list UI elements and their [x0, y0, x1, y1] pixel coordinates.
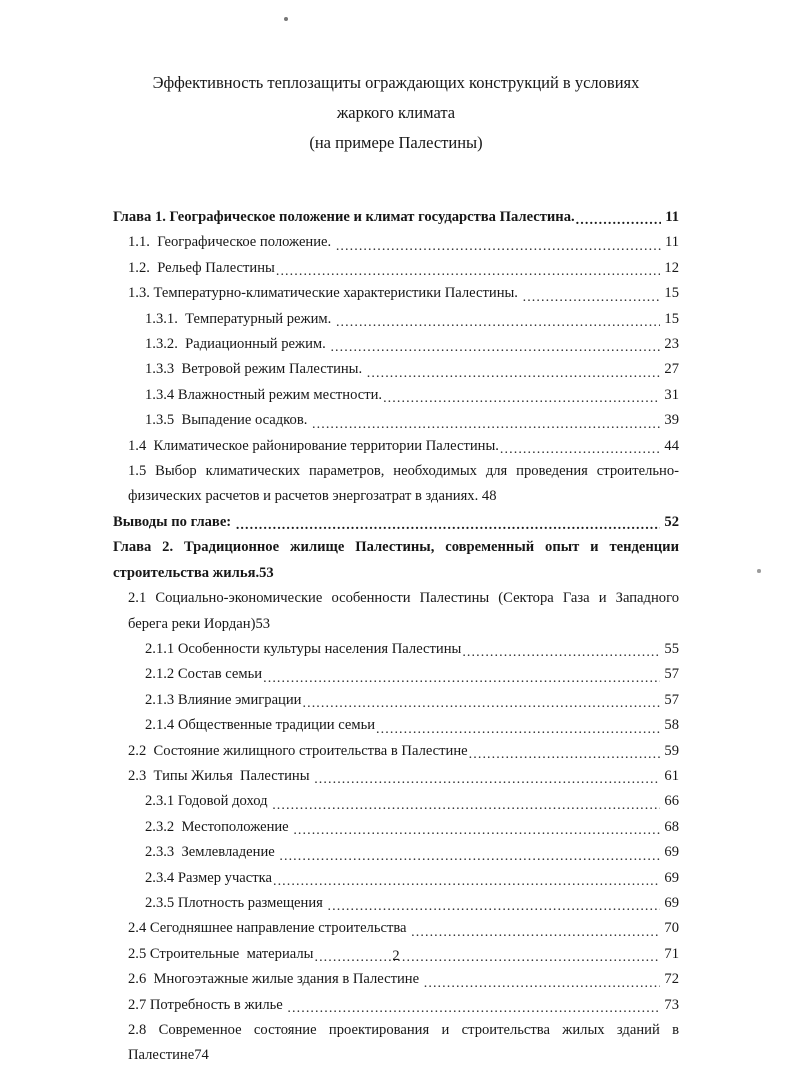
- toc-entry-page: 55: [664, 640, 679, 657]
- toc-entry-page: 71: [664, 945, 679, 962]
- toc-leader-dots: [576, 214, 662, 228]
- toc-entry-label: 2.3 Типы Жилья Палестины: [128, 767, 314, 784]
- toc-entry-label: Глава 1. Географическое положение и климат государства Палестина.: [113, 209, 575, 225]
- toc-entry-section-2-3-2[interactable]: [145, 815, 679, 840]
- toc-leader-dots: [330, 341, 660, 355]
- toc-leader-dots: [336, 240, 661, 254]
- toc-entry-page: 57: [664, 666, 679, 683]
- toc-entry-label: 1.3.2. Радиационный режим.: [145, 336, 330, 353]
- toc-entry-label: 2.3.2 Местоположение: [145, 818, 293, 835]
- toc-entry-label: 1.1. Географическое положение.: [128, 234, 335, 251]
- toc-entry-page: 57: [664, 691, 679, 708]
- toc-entry-label: 1.2. Рельеф Палестины: [128, 259, 275, 276]
- toc-entry-section-2-1-4[interactable]: [145, 713, 679, 738]
- toc-entry-section-2-8[interactable]: [128, 1018, 679, 1069]
- toc-entry-chapter-2[interactable]: [113, 535, 679, 586]
- toc-entry-page: 69: [664, 894, 679, 911]
- table-of-contents: [113, 205, 679, 1069]
- toc-leader-dots: [383, 392, 660, 406]
- toc-entry-section-2-1-1[interactable]: [145, 637, 679, 662]
- toc-entry-section-1-3-3[interactable]: [145, 357, 679, 382]
- toc-entry-page: 27: [664, 361, 679, 378]
- toc-entry-section-2-3-5[interactable]: [145, 891, 679, 916]
- toc-entry-section-2-3-4[interactable]: [145, 866, 679, 891]
- toc-leader-dots: [273, 875, 660, 889]
- toc-leader-dots: [287, 1002, 660, 1016]
- scan-speck-icon: [757, 569, 761, 573]
- toc-leader-dots: [293, 824, 660, 838]
- toc-entry-label: 2.6 Многоэтажные жилые здания в Палестине: [128, 971, 423, 988]
- toc-entry-page: 68: [664, 818, 679, 835]
- toc-leader-dots: [500, 443, 660, 457]
- toc-entry-section-1-3-1[interactable]: [145, 307, 679, 332]
- toc-entry-label: 2.5 Строительные материалы: [128, 945, 314, 962]
- toc-entry-label: 1.4 Климатическое районирование территории Палестины.: [128, 437, 499, 454]
- toc-leader-dots: [328, 900, 661, 914]
- toc-entry-section-2-3-3[interactable]: [145, 840, 679, 865]
- toc-entry-section-2-3[interactable]: [128, 764, 679, 789]
- toc-entry-page: 11: [665, 209, 679, 225]
- toc-entry-label: Выводы по главе:: [113, 513, 235, 530]
- toc-entry-page: 53: [255, 615, 271, 632]
- toc-entry-section-1-2[interactable]: [128, 256, 679, 281]
- toc-entry-conclusions-chapter-1[interactable]: [113, 510, 679, 535]
- toc-entry-page: 23: [664, 336, 679, 353]
- toc-leader-dots: [303, 697, 661, 711]
- toc-entry-page: 53: [259, 564, 274, 581]
- toc-entry-label: 1.3.1. Температурный режим.: [145, 310, 335, 327]
- toc-leader-dots: [424, 977, 661, 991]
- toc-entry-page: 48: [481, 488, 497, 505]
- toc-leader-dots: [376, 723, 660, 737]
- toc-entry-chapter-1[interactable]: [113, 205, 679, 230]
- toc-entry-label: 1.3. Температурно-климатические характеристики Палестины.: [128, 285, 522, 302]
- toc-entry-label: 2.1.2 Состав семьи: [145, 666, 263, 683]
- toc-entry-section-2-3-1[interactable]: [145, 789, 679, 814]
- toc-leader-dots: [312, 418, 660, 432]
- toc-leader-dots: [272, 799, 660, 813]
- toc-entry-label: 1.3.3 Ветровой режим Палестины.: [145, 361, 366, 378]
- toc-entry-section-1-3-4[interactable]: [145, 383, 679, 408]
- toc-entry-label: 2.3.5 Плотность размещения: [145, 894, 327, 911]
- toc-entry-label: 1.5 Выбор климатических параметров, необходимых для проведения строительно-физических расчетов и расчетов энергозатрат в зданиях. 48: [128, 463, 679, 505]
- toc-entry-section-2-7[interactable]: [128, 993, 679, 1018]
- toc-entry-section-1-3-2[interactable]: [145, 332, 679, 357]
- toc-entry-label: 2.1.3 Влияние эмиграции: [145, 691, 302, 708]
- title-line: (на примере Палестины): [309, 133, 483, 152]
- toc-entry-label: 2.3.1 Годовой доход: [145, 793, 272, 810]
- toc-leader-dots: [314, 773, 660, 787]
- toc-entry-page: 15: [664, 285, 679, 302]
- toc-entry-page: 72: [664, 971, 679, 988]
- toc-entry-page: 44: [664, 437, 679, 454]
- toc-entry-page: 39: [664, 412, 679, 429]
- toc-entry-page: 58: [664, 717, 679, 734]
- toc-entry-section-2-2[interactable]: [128, 739, 679, 764]
- toc-entry-label: 2.3.4 Размер участка: [145, 869, 272, 886]
- page-number: 2: [392, 948, 400, 964]
- toc-entry-label: 1.3.5 Выпадение осадков.: [145, 412, 312, 429]
- toc-entry-section-2-6[interactable]: [128, 967, 679, 992]
- toc-entry-section-2-1-3[interactable]: [145, 688, 679, 713]
- toc-entry-section-1-1[interactable]: [128, 230, 679, 255]
- title-line: жаркого климата: [336, 103, 456, 122]
- toc-entry-page: 52: [664, 513, 679, 530]
- toc-entry-page: 69: [664, 869, 679, 886]
- toc-leader-dots: [276, 265, 661, 279]
- toc-entry-section-2-1[interactable]: [128, 586, 679, 637]
- toc-leader-dots: [279, 850, 660, 864]
- toc-entry-page: 74: [194, 1047, 209, 1064]
- toc-entry-section-1-5[interactable]: [128, 459, 679, 510]
- toc-entry-page: 59: [664, 742, 679, 759]
- toc-entry-label: 2.1 Социально-экономические особенности Палестины (Сектора Газа и Западного берега реки Иордан)53: [128, 590, 679, 632]
- toc-leader-dots: [462, 646, 660, 660]
- toc-entry-section-1-4[interactable]: [128, 434, 679, 459]
- toc-leader-dots: [411, 926, 660, 940]
- toc-entry-section-2-1-2[interactable]: [145, 662, 679, 687]
- toc-entry-page: 31: [664, 386, 679, 403]
- toc-entry-section-1-3-5[interactable]: [145, 408, 679, 433]
- toc-entry-label: 2.2 Состояние жилищного строительства в Палестине: [128, 742, 468, 759]
- toc-entry-section-1-3[interactable]: [128, 281, 679, 306]
- toc-leader-dots: [336, 316, 660, 330]
- title-line: Эффективность теплозащиты ограждающих конструкций в условиях: [152, 73, 640, 92]
- toc-entry-label: 2.1.1 Особенности культуры населения Палестины: [145, 640, 462, 657]
- toc-entry-label: 2.1.4 Общественные традиции семьи: [145, 717, 376, 734]
- toc-entry-page: 70: [664, 920, 679, 937]
- toc-entry-label: 2.3.3 Землевладение: [145, 844, 279, 861]
- toc-leader-dots: [367, 367, 661, 381]
- toc-leader-dots: [236, 519, 661, 533]
- toc-entry-page: 69: [664, 844, 679, 861]
- toc-entry-page: 66: [664, 793, 679, 810]
- toc-leader-dots: [523, 291, 661, 305]
- toc-leader-dots: [263, 672, 660, 686]
- toc-entry-label: 2.7 Потребность в жилье: [128, 996, 287, 1013]
- toc-leader-dots: [469, 748, 661, 762]
- toc-entry-section-2-4[interactable]: [128, 916, 679, 941]
- toc-entry-page: 12: [664, 259, 679, 276]
- document-title: [96, 68, 696, 158]
- toc-entry-page: 73: [664, 996, 679, 1013]
- toc-entry-page: 11: [664, 234, 679, 251]
- toc-entry-label: Глава 2. Традиционное жилище Палестины, современный опыт и тенденции строительства жилья.53: [113, 539, 679, 581]
- toc-entry-label: 2.8 Современное состояние проектирования и строительства жилых зданий в Палестине74: [128, 1022, 679, 1064]
- toc-entry-page: 61: [664, 767, 679, 784]
- scan-speck-icon: [284, 17, 288, 21]
- toc-entry-label: 2.4 Сегодняшнее направление строительства: [128, 920, 411, 937]
- toc-entry-label: 1.3.4 Влажностный режим местности.: [145, 386, 383, 403]
- toc-entry-page: 15: [664, 310, 679, 327]
